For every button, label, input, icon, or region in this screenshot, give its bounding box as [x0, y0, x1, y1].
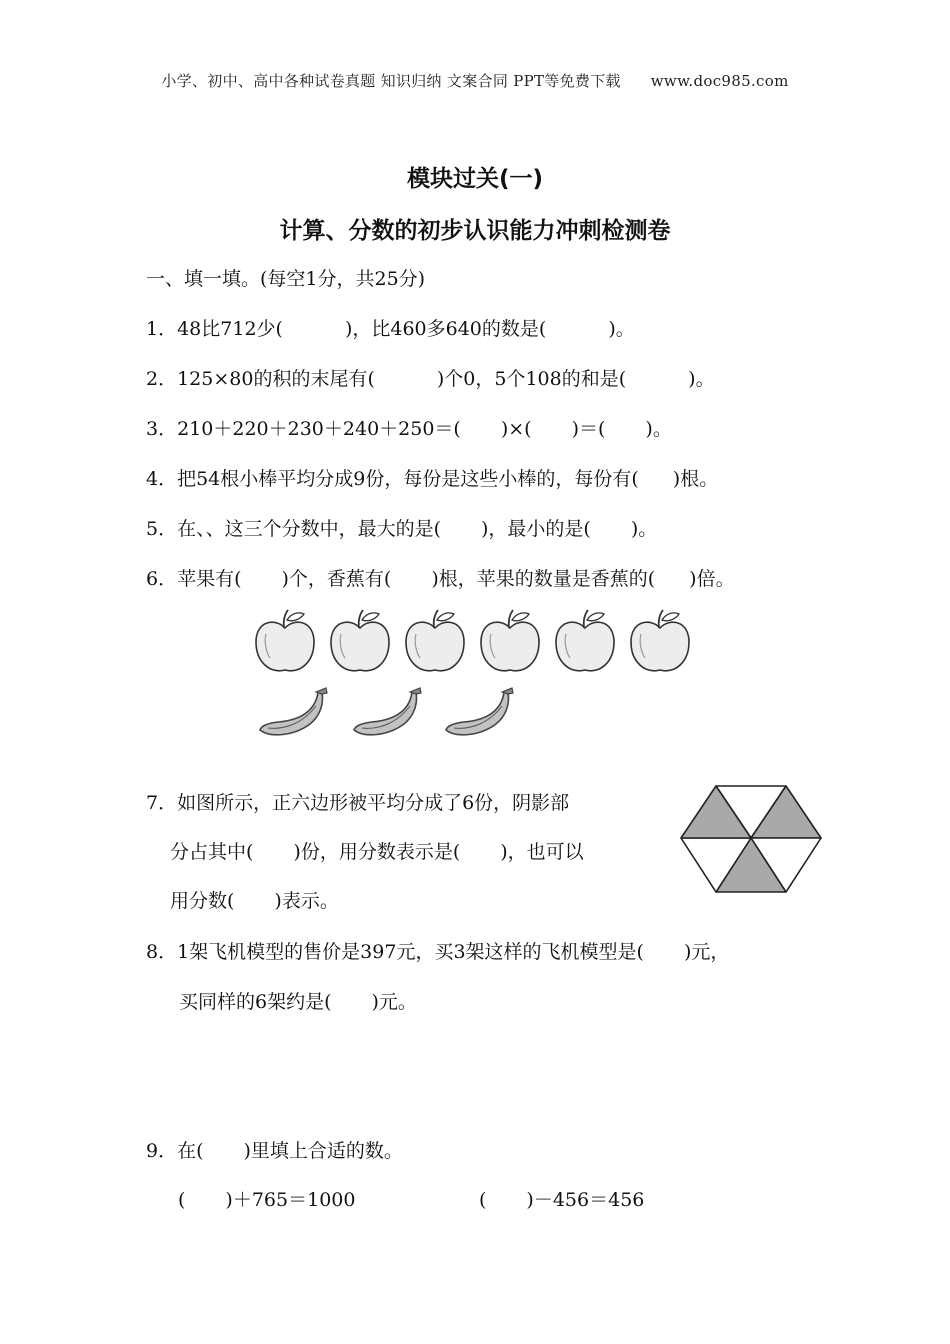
question-8: 8．1架飞机模型的售价是397元，买3架这样的飞机模型是( )元，	[146, 941, 730, 963]
question-2: 2．125×80的积的末尾有( )个0，5个108的和是( )。	[146, 368, 715, 390]
apple-icon	[631, 610, 689, 671]
header-site-text: 小学、初中、高中各种试卷真题 知识归纳 文案合同 PPT等免费下载	[161, 72, 621, 90]
question-1: 1．48比712少( )，比460多640的数是( )。	[146, 318, 635, 340]
exam-subtitle: 计算、分数的初步认识能力冲刺检测卷	[279, 218, 671, 244]
apple-icon	[256, 610, 314, 671]
exam-title: 模块过关(一)	[406, 166, 544, 192]
hexagon-figure	[676, 782, 826, 898]
banana-icon	[446, 688, 513, 735]
question-8-line2: 买同样的6架约是( )元。	[179, 991, 417, 1013]
apple-icon	[331, 610, 389, 671]
apple-icon	[406, 610, 464, 671]
question-7: 7．如图所示，正六边形被平均分成了6份，阴影部	[146, 792, 570, 814]
apple-icon	[481, 610, 539, 671]
fruit-figure	[248, 604, 708, 744]
question-4: 4．把54根小棒平均分成9份，每份是这些小棒的，每份有( )根。	[146, 468, 719, 490]
question-9-equation-1: ( )＋765＝1000	[178, 1189, 356, 1211]
banana-icon	[354, 688, 421, 735]
question-3: 3．210＋220＋230＋240＋250＝( )×( )＝( )。	[146, 418, 672, 440]
question-7-line2: 分占其中( )份，用分数表示是( )，也可以	[170, 841, 584, 863]
page-header	[0, 70, 950, 91]
header-url: www.doc985.com	[650, 72, 789, 90]
question-5: 5．在、、这三个分数中，最大的是( )，最小的是( )。	[146, 518, 658, 540]
question-9-equation-2: ( )－456＝456	[479, 1189, 645, 1211]
section1-heading: 一、填一填。(每空1分，共25分)	[146, 268, 426, 290]
apple-icon	[556, 610, 614, 671]
question-9: 9．在( )里填上合适的数。	[146, 1140, 403, 1162]
question-6: 6．苹果有( )个，香蕉有( )根，苹果的数量是香蕉的( )倍。	[146, 568, 735, 590]
question-7-line3: 用分数( )表示。	[170, 890, 339, 912]
banana-icon	[260, 688, 327, 735]
